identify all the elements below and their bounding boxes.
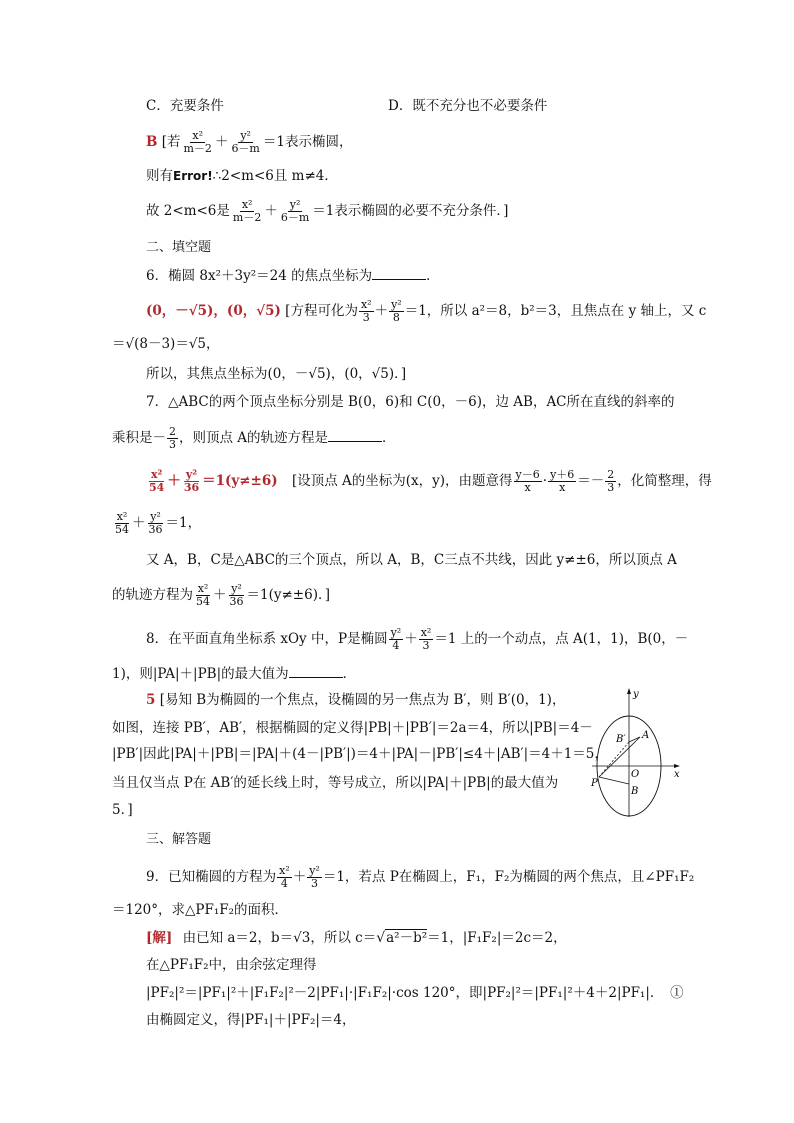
- x-axis-arrow: [674, 764, 680, 768]
- fraction: $\frac{\text{y²}}{36}$: [229, 582, 244, 608]
- fraction: $\frac{\text{y²}}{3}$: [309, 864, 320, 890]
- fraction: $\frac{\text{y²}}{4}$: [390, 626, 402, 652]
- q9-stem-line2: ＝120°，求△PF₁F₂的面积．: [112, 902, 289, 918]
- q7-solution-line1: $\frac{\text{x²}}{54}$ ＋ $\frac{\text{y²}}{36}$ ＝1(y≠±6) [设顶点 A的坐标为(x，y)，由题意得 $\frac{y-6}{x}$ · $\frac{y+6}{x}$ ＝－ $\frac{2}{3}$ ，化简整理，得: [146, 469, 712, 494]
- q6-solution-line1: (0，－√5)，(0，√5) [方程可化为 $\frac{\text{x²}}{3}$ ＋ $\frac{\text{y²}}{8}$ ＝1，所以 a²＝8，b²＝3，且焦点在 y 轴上，又 c: [146, 298, 707, 324]
- segment-bpa: [629, 737, 640, 742]
- label-x: x: [674, 769, 680, 780]
- q8-answer: 5: [146, 692, 156, 708]
- solution-tag: [解]: [146, 930, 173, 946]
- fraction: $\frac{\text{y²}}{8}$: [391, 298, 402, 324]
- answer-blank: [328, 429, 382, 442]
- q5-solution-line2: 则有Error!∴2<m<6且 m≠4．: [146, 168, 338, 184]
- fraction: $\frac{y+6}{x}$: [550, 468, 575, 494]
- fraction: $\frac{\text{y²}}{6-m}$: [280, 198, 310, 224]
- fraction: $\frac{y-6}{x}$: [515, 468, 540, 494]
- q6-answer: (0，－√5)，(0，√5): [146, 303, 281, 319]
- fraction: $\frac{\text{x²}}{54}$: [196, 582, 210, 608]
- fraction: $\frac{\text{y²}}{6-m}$: [231, 129, 260, 155]
- q8-stem-line1: 8．在平面直角坐标系 xOy 中，P是椭圆 $\frac{\text{y²}}{4}$ ＋ $\frac{\text{x²}}{3}$ ＝1 上的一个动点，点 A(1，1)，B(0，－: [146, 626, 689, 652]
- q6-stem: 6．椭圆 8x²＋3y²＝24 的焦点坐标为 ．: [146, 268, 440, 284]
- option-d: D．既不充分也不必要条件: [388, 98, 548, 114]
- fraction: $\frac{2}{3}$: [169, 425, 176, 451]
- q9-solution-line3: |PF₂|²＝|PF₁|²＋|F₁F₂|²－2|PF₁|·|F₁F₂|·cos 120°，即|PF₂|²＝|PF₁|²＋4＋2|PF₁|． ①: [146, 985, 684, 1001]
- q8-solution-line1: 5 [易知 B为椭圆的一个焦点，设椭圆的另一焦点为 B′，则 B′(0，1)，: [146, 692, 566, 708]
- q8-solution-line4: 当且仅当点 P在 AB′的延长线上时，等号成立，所以|PA|＋|PB|的最大值为: [112, 775, 559, 791]
- q6-solution-line3: 所以，其焦点坐标为(0，－√5)，(0，√5)．]: [146, 366, 407, 382]
- q7-answer: $\frac{\text{x²}}{54}$ ＋ $\frac{\text{y²}}{36}$ ＝1(y≠±6): [149, 468, 278, 494]
- label-a: A: [642, 730, 650, 741]
- q5-solution-line1: B [若 $\frac{\text{x²}}{m-2}$ ＋ $\frac{\text{y²}}{6-m}$ ＝1表示椭圆，: [146, 129, 353, 155]
- q9-solution-line1: [解] 由已知 a＝2，b＝√3，所以 c＝√a²－b²＝1，|F₁F₂|＝2c＝2，: [146, 930, 567, 946]
- y-axis-arrow: [627, 688, 631, 694]
- q8-solution-line3: |PB′|因此|PA|＋|PB|＝|PA|＋(4－|PB′|)＝4＋|PA|－|PB′|≤4＋|AB′|＝4＋1＝5，: [112, 746, 608, 762]
- q9-solution-line2: 在△PF₁F₂中，由余弦定理得: [146, 957, 317, 973]
- fraction: $\frac{\text{x²}}{3}$: [420, 626, 432, 652]
- answer-blank: [372, 267, 426, 280]
- q7-stem-line2: 乘积是－ $\frac{2}{3}$ ，则顶点 A的轨迹方程是 ．: [112, 425, 396, 451]
- label-y: y: [633, 689, 639, 700]
- q6-solution-line2: ＝√(8－3)＝√5，: [112, 336, 220, 352]
- answer-blank: [289, 665, 343, 678]
- q9-solution-line4: 由椭圆定义，得|PF₁|＋|PF₂|＝4，: [146, 1012, 356, 1028]
- q7-solution-line2: $\frac{\text{x²}}{54}$ ＋ $\frac{\text{y²}}{36}$ ＝1，: [115, 510, 202, 536]
- q9-stem-line1: 9．已知椭圆的方程为 $\frac{\text{x²}}{4}$ ＋ $\frac{\text{y²}}{3}$ ＝1，若点 P在椭圆上，F₁，F₂为椭圆的两个焦点，且∠PF₁F₂: [146, 864, 695, 890]
- ellipse-figure: [588, 686, 684, 820]
- q8-solution-line2: 如图，连接 PB′，AB′，根据椭圆的定义得|PB|＋|PB′|＝2a＝4，所以|PB|＝4－: [112, 720, 593, 736]
- segment-pbp-dashed: [599, 742, 629, 777]
- option-c: C．充要条件: [146, 98, 224, 114]
- q5-answer: B: [146, 134, 158, 150]
- fraction: $\frac{\text{x²}}{54}$: [115, 510, 129, 536]
- q8-solution-line5: 5．]: [112, 802, 133, 818]
- fraction: $\frac{\text{x²}}{m-2}$: [183, 129, 212, 155]
- label-o: O: [631, 769, 640, 780]
- fraction: $\frac{\text{x²}}{4}$: [279, 864, 290, 890]
- q7-solution-line3: 又 A，B，C是△ABC的三个顶点，所以 A，B，C三点不共线，因此 y≠±6，所以顶点 A: [146, 552, 677, 568]
- label-b-prime: B′: [616, 734, 626, 745]
- fraction: $\frac{\text{x²}}{3}$: [360, 298, 372, 324]
- section-answer: 三、解答题: [146, 832, 212, 847]
- segment-pb: [599, 777, 629, 784]
- label-p: P: [591, 778, 598, 789]
- label-b: B: [631, 786, 639, 797]
- fraction: $\frac{\text{x²}}{m-2}$: [232, 198, 262, 224]
- fraction: $\frac{\text{y²}}{36}$: [148, 510, 163, 536]
- q7-stem-line1: 7．△ABC的两个顶点坐标分别是 B(0，6)和 C(0，－6)，边 AB，AC所在直线的斜率的: [146, 394, 675, 410]
- q8-stem-line2: 1)，则|PA|＋|PB|的最大值为 ．: [112, 666, 357, 682]
- fraction: $\frac{2}{3}$: [607, 468, 615, 494]
- q7-solution-line4: 的轨迹方程为 $\frac{\text{x²}}{54}$ ＋ $\frac{\text{y²}}{36}$ ＝1(y≠±6)．]: [112, 582, 330, 608]
- section-fill-in: 二、填空题: [146, 240, 212, 255]
- q5-solution-line3: 故 2<m<6是 $\frac{\text{x²}}{m-2}$ ＋ $\frac{\text{y²}}{6-m}$ ＝1表示椭圆的必要不充分条件．]: [146, 198, 509, 224]
